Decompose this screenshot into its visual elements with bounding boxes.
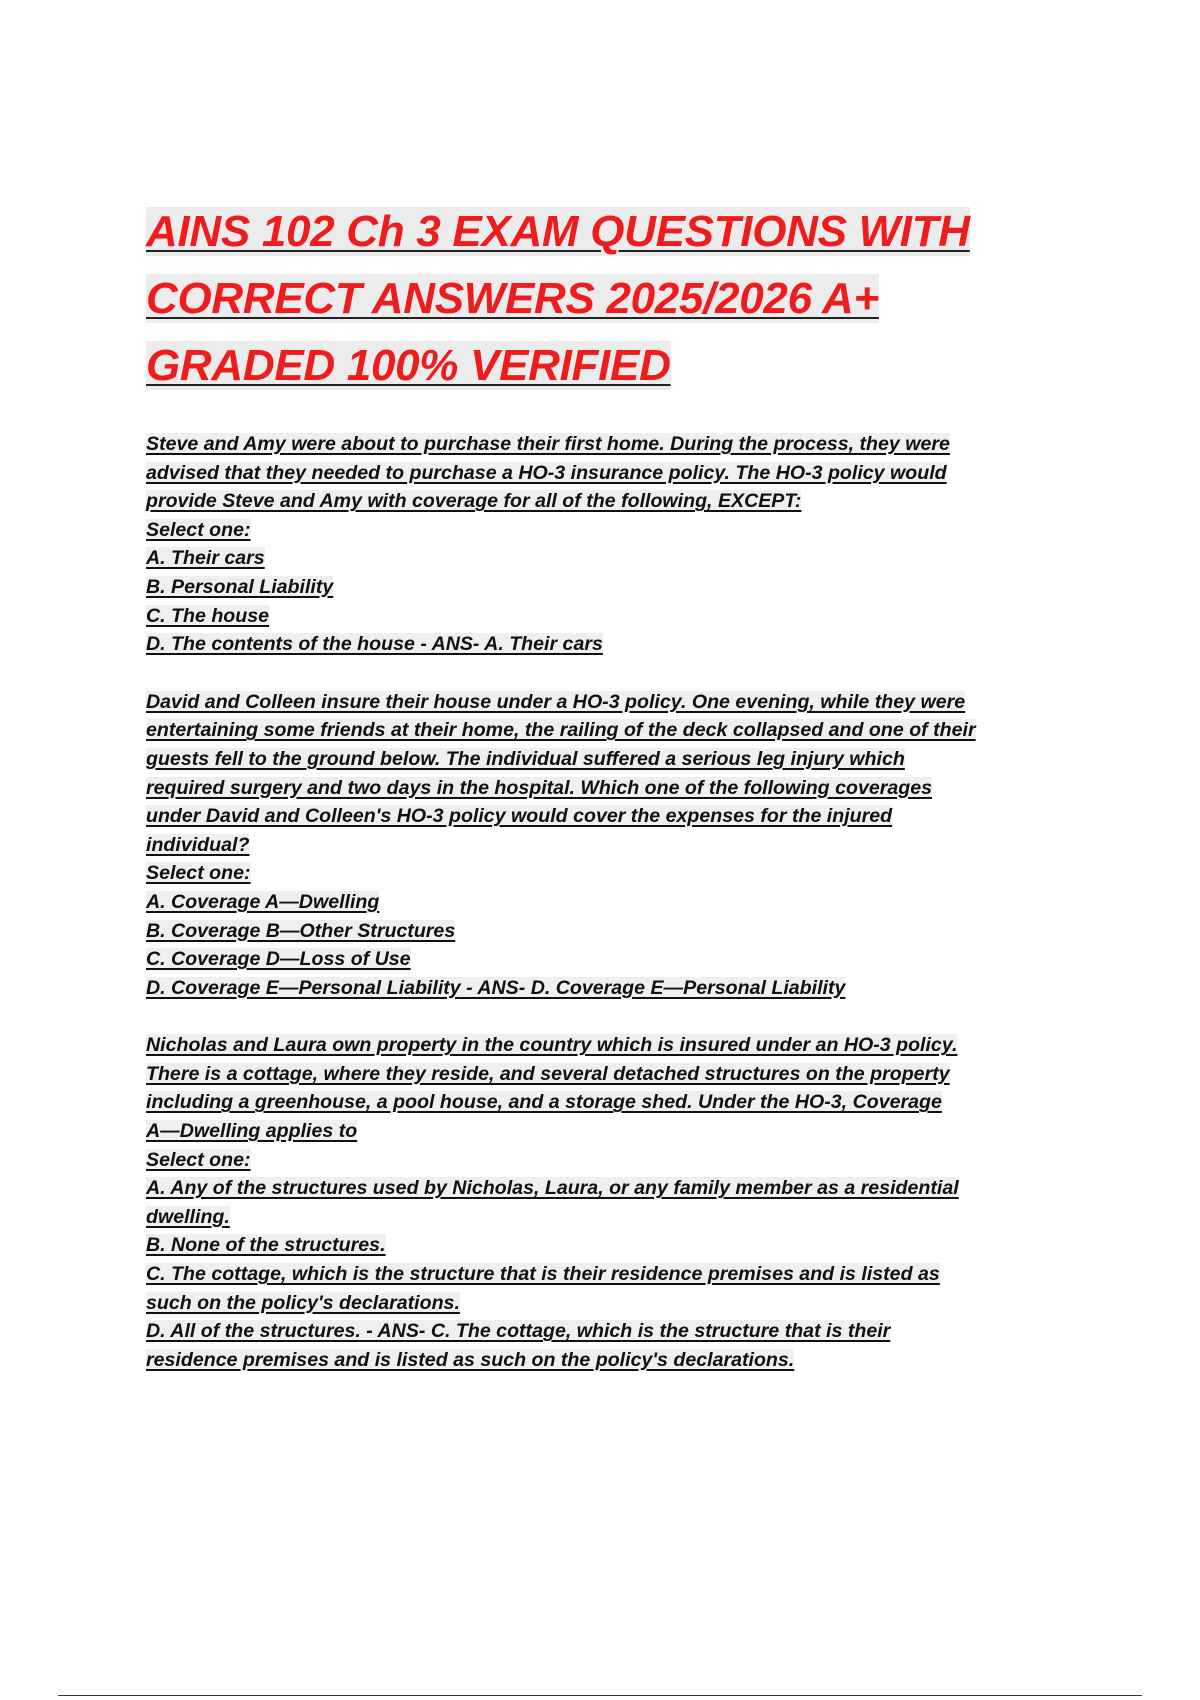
question-stem-line: under David and Colleen's HO-3 policy would cover the expenses for the injured [146, 805, 893, 828]
document-title [146, 198, 1106, 399]
select-one-label: Select one: [146, 518, 251, 541]
title-line: AINS 102 Ch 3 EXAM QUESTIONS WITH [146, 207, 970, 256]
answer-option: C. Coverage D—Loss of Use [146, 948, 411, 971]
select-one-label: Select one: [146, 1148, 251, 1171]
title-line: CORRECT ANSWERS 2025/2026 A+ [146, 274, 879, 323]
question-block [146, 430, 1096, 659]
question-block [146, 688, 1096, 1003]
answer-option: A. Any of the structures used by Nicholas, Laura, or any family member as a residential [146, 1177, 959, 1200]
answer-option: C. The house [146, 604, 270, 627]
question-stem-line: required surgery and two days in the hospital. Which one of the following coverages [146, 776, 933, 799]
questions-list [146, 430, 1096, 1403]
answer-option: B. None of the structures. [146, 1234, 386, 1257]
question-stem-line: guests fell to the ground below. The individual suffered a serious leg injury which [146, 747, 905, 770]
question-stem-line: individual? [146, 833, 250, 856]
answer-option-with-key: D. The contents of the house - ANS- A. Their cars [146, 633, 603, 656]
question-stem-line: including a greenhouse, a pool house, and a storage shed. Under the HO-3, Coverage [146, 1091, 942, 1114]
answer-option-with-key: residence premises and is listed as such on the policy's declarations. [146, 1348, 795, 1371]
question-stem-line: David and Colleen insure their house under a HO-3 policy. One evening, while they were [146, 690, 966, 713]
question-stem-line: advised that they needed to purchase a HO-3 insurance policy. The HO-3 policy would [146, 461, 947, 484]
question-stem-line: entertaining some friends at their home, the railing of the deck collapsed and one of their [146, 719, 976, 742]
question-block [146, 1031, 1096, 1374]
footer-divider [58, 1695, 1142, 1696]
question-stem-line: Nicholas and Laura own property in the country which is insured under an HO-3 policy. [146, 1034, 958, 1057]
question-stem-line: provide Steve and Amy with coverage for all of the following, EXCEPT: [146, 490, 802, 513]
question-stem-line: A—Dwelling applies to [146, 1120, 358, 1143]
answer-option: A. Their cars [146, 547, 265, 570]
answer-option: A. Coverage A—Dwelling [146, 890, 380, 913]
answer-option-with-key: D. Coverage E—Personal Liability - ANS- D. Coverage E—Personal Liability [146, 976, 846, 999]
answer-option: B. Coverage B—Other Structures [146, 919, 456, 942]
answer-option: B. Personal Liability [146, 575, 334, 598]
answer-option: such on the policy's declarations. [146, 1291, 460, 1314]
answer-option: C. The cottage, which is the structure that is their residence premises and is listed as [146, 1263, 940, 1286]
question-stem-line: There is a cottage, where they reside, and several detached structures on the property [146, 1062, 950, 1085]
select-one-label: Select one: [146, 862, 251, 885]
answer-option: dwelling. [146, 1205, 230, 1228]
question-stem-line: Steve and Amy were about to purchase their first home. During the process, they were [146, 433, 950, 455]
answer-option-with-key: D. All of the structures. - ANS- C. The cottage, which is the structure that is their [146, 1320, 891, 1343]
title-line: GRADED 100% VERIFIED [146, 341, 671, 390]
